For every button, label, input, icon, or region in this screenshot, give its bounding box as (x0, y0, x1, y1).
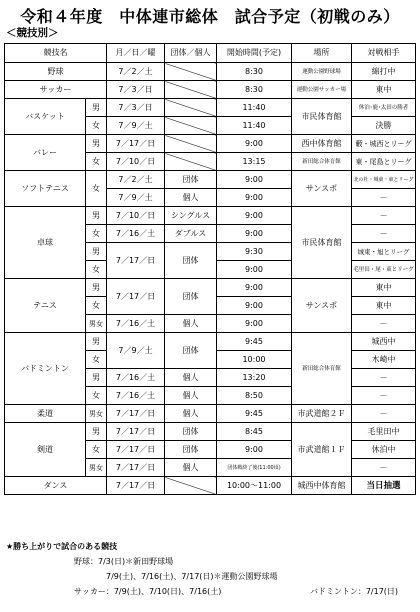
table-row (5, 171, 416, 189)
gender-cell: 女 (86, 117, 107, 135)
type-cell: 団体 (165, 423, 217, 441)
gender-cell: 男 (86, 243, 107, 261)
place-cell: 新田総合体育館 (292, 153, 352, 171)
gender-cell: 女 (86, 171, 107, 207)
place-cell: 市武道館２Ｆ (292, 405, 352, 423)
type-cell: 団体 (165, 279, 217, 315)
sport-name: ソフトテニス (5, 171, 86, 207)
date-cell: 7／16／土 (107, 225, 165, 243)
date-cell: 7／16／土 (107, 369, 165, 387)
gender-cell: 女 (86, 351, 107, 369)
notes-heading: ★勝ち上がりで試合のある競技 (6, 542, 118, 551)
table-row (5, 333, 416, 351)
date-cell: 7／9／土 (107, 117, 165, 135)
opponent-cell: 藪・城西とリーグ (352, 135, 416, 153)
start-cell: 13:15 (217, 153, 292, 171)
date-cell: 7／17／日 (107, 477, 165, 495)
type-cell-empty (165, 477, 217, 495)
start-cell: 10:00～11:00 (217, 477, 292, 495)
sport-name: 剣道 (5, 423, 86, 477)
note-line: 野球：7/3(日)＊新田野球場 (74, 557, 174, 566)
start-cell: 9:30 (217, 243, 292, 261)
opponent-cell: 綿打中 (352, 63, 416, 81)
header-date: 月／日／曜 (107, 44, 165, 63)
opponent-cell: 東・尾島とリーグ (352, 153, 416, 171)
table-row (5, 81, 416, 99)
opponent-cell: － (352, 207, 416, 225)
sport-name: ダンス (5, 477, 107, 495)
schedule-table (4, 43, 416, 495)
date-cell: 7／9／土 (107, 189, 165, 207)
header-type: 団体／個人 (165, 44, 217, 63)
type-cell: 団体 (165, 171, 217, 189)
opponent-cell: 決勝 (352, 117, 416, 135)
opponent-cell: 城東・旭とリーグ (352, 243, 416, 261)
header-opponent: 対戦相手 (352, 44, 416, 63)
date-cell: 7／16／土 (107, 387, 165, 405)
gender-cell: 男 (86, 99, 107, 117)
date-cell: 7／10／日 (107, 153, 165, 171)
opponent-cell: 休泊中 (352, 441, 416, 459)
start-cell: 9:45 (217, 333, 292, 351)
start-cell: 9:00 (217, 261, 292, 279)
gender-cell: 女 (86, 261, 107, 279)
date-cell: 7／17／日 (107, 441, 165, 459)
section-heading: ＜競技別＞ (6, 27, 59, 39)
opponent-cell: － (352, 387, 416, 405)
table-row (5, 477, 416, 495)
type-cell: 個人 (165, 405, 217, 423)
place-cell: 新田総合体育館 (292, 333, 352, 405)
opponent-cell: 木崎中 (352, 351, 416, 369)
table-row (5, 99, 416, 117)
type-cell: 個人 (165, 387, 217, 405)
gender-cell: 女 (86, 387, 107, 405)
start-cell: 団体戦終了後(11:00頃) (217, 459, 292, 477)
table-row (5, 405, 416, 423)
note-line: 7/9(土)、7/16(土)、7/17(日)＊運動公園野球場 (106, 572, 278, 581)
gender-cell: 男女 (86, 315, 107, 333)
table-row (5, 135, 416, 153)
type-cell: 個人 (165, 189, 217, 207)
start-cell: 11:40 (217, 117, 292, 135)
type-cell-empty (165, 81, 217, 99)
sport-name: バドミントン (5, 333, 86, 405)
date-cell: 7／3／日 (107, 81, 165, 99)
opponent-cell: － (352, 369, 416, 387)
opponent-cell: － (352, 189, 416, 207)
opponent-cell: 東中 (352, 81, 416, 99)
gender-cell: 男女 (86, 459, 107, 477)
sport-name: 柔道 (5, 405, 86, 423)
table-row (5, 207, 416, 225)
opponent-cell: － (352, 459, 416, 477)
date-cell: 7／16／土 (107, 315, 165, 333)
date-cell: 7／17／日 (107, 243, 165, 279)
table-row (5, 279, 416, 297)
note-line: サッカー：7/9(土)、7/10(日)、7/16(土) (74, 587, 222, 596)
type-cell: 団体 (165, 243, 217, 279)
opponent-cell: － (352, 405, 416, 423)
date-cell: 7／10／日 (107, 207, 165, 225)
gender-cell: 男女 (86, 405, 107, 423)
type-cell-empty (165, 63, 217, 81)
sport-name: 卓球 (5, 207, 86, 279)
header-sport: 競技名 (5, 44, 107, 63)
place-cell: 市武道館１Ｆ (292, 423, 352, 477)
start-cell: 9:00 (217, 225, 292, 243)
type-cell: 団体 (165, 441, 217, 459)
place-cell: 運動公園サッカー場 (292, 81, 352, 99)
gender-cell: 男 (86, 423, 107, 441)
opponent-cell: 毛里田・尾・東とリーグ (352, 261, 416, 279)
start-cell: 10:00 (217, 351, 292, 369)
start-cell: 8:45 (217, 423, 292, 441)
gender-cell: 女 (86, 153, 107, 171)
start-cell: 9:00 (217, 279, 292, 297)
gender-cell: 女 (86, 297, 107, 315)
page-title: 令和４年度 中体連市総体 試合予定（初戦のみ） (20, 7, 400, 26)
gender-cell: 男 (86, 279, 107, 297)
opponent-cell: 城西中 (352, 333, 416, 351)
start-cell: 9:00 (217, 297, 292, 315)
date-cell: 7／17／日 (107, 459, 165, 477)
opponent-cell: 当日抽選 (352, 477, 416, 495)
opponent-cell: 北の杜・城東・東とリーグ (352, 171, 416, 189)
sport-name: テニス (5, 279, 86, 333)
start-cell: 9:00 (217, 135, 292, 153)
start-cell: 9:45 (217, 405, 292, 423)
sport-name: サッカー (5, 81, 107, 99)
start-cell: 9:00 (217, 315, 292, 333)
date-cell: 7／17／日 (107, 279, 165, 315)
date-cell: 7／9／土 (107, 333, 165, 369)
type-cell-empty (165, 117, 217, 135)
start-cell: 9:00 (217, 441, 292, 459)
type-cell-empty (165, 135, 217, 153)
start-cell: 8:30 (217, 81, 292, 99)
type-cell: 団体 (165, 333, 217, 369)
gender-cell: 男 (86, 333, 107, 351)
type-cell: 個人 (165, 369, 217, 387)
place-cell: サンスポ (292, 279, 352, 333)
place-cell: 市民体育館 (292, 207, 352, 279)
sport-name: バスケット (5, 99, 86, 135)
header-place: 場所 (292, 44, 352, 63)
note-line: バドミントン：7/17(日) (310, 587, 399, 596)
table-row (5, 423, 416, 441)
opponent-cell: － (352, 315, 416, 333)
type-cell: 個人 (165, 459, 217, 477)
opponent-cell: 東中 (352, 279, 416, 297)
place-cell: 西中体育館 (292, 135, 352, 153)
date-cell: 7／17／日 (107, 423, 165, 441)
opponent-cell: 休泊･鹿･太田の勝者 (352, 99, 416, 117)
type-cell: ダブルス (165, 225, 217, 243)
header-start: 開始時間(予定) (217, 44, 292, 63)
place-cell: サンスポ (292, 171, 352, 207)
table-row (5, 63, 416, 81)
gender-cell: 男 (86, 369, 107, 387)
type-cell: シングルス (165, 207, 217, 225)
start-cell: 9:00 (217, 189, 292, 207)
date-cell: 7／17／日 (107, 135, 165, 153)
date-cell: 7／17／日 (107, 405, 165, 423)
start-cell: 9:00 (217, 207, 292, 225)
start-cell: 13:20 (217, 369, 292, 387)
date-cell: 7／2／土 (107, 63, 165, 81)
gender-cell: 女 (86, 225, 107, 243)
opponent-cell: 毛里田中 (352, 423, 416, 441)
start-cell: 9:00 (217, 171, 292, 189)
sport-name: バレー (5, 135, 86, 171)
type-cell-empty (165, 153, 217, 171)
start-cell: 8:30 (217, 63, 292, 81)
place-cell: 城西中体育館 (292, 477, 352, 495)
type-cell: 個人 (165, 315, 217, 333)
gender-cell: 男 (86, 135, 107, 153)
gender-cell: 女 (86, 441, 107, 459)
gender-cell: 男 (86, 207, 107, 225)
place-cell: 運動公園野球場 (292, 63, 352, 81)
date-cell: 7／3／日 (107, 99, 165, 117)
start-cell: 8:50 (217, 387, 292, 405)
table-header-row (5, 44, 416, 63)
place-cell: 市民体育館 (292, 99, 352, 135)
start-cell: 11:40 (217, 99, 292, 117)
type-cell-empty (165, 99, 217, 117)
opponent-cell: 東中 (352, 297, 416, 315)
date-cell: 7／2／土 (107, 171, 165, 189)
sport-name: 野球 (5, 63, 107, 81)
opponent-cell: － (352, 225, 416, 243)
